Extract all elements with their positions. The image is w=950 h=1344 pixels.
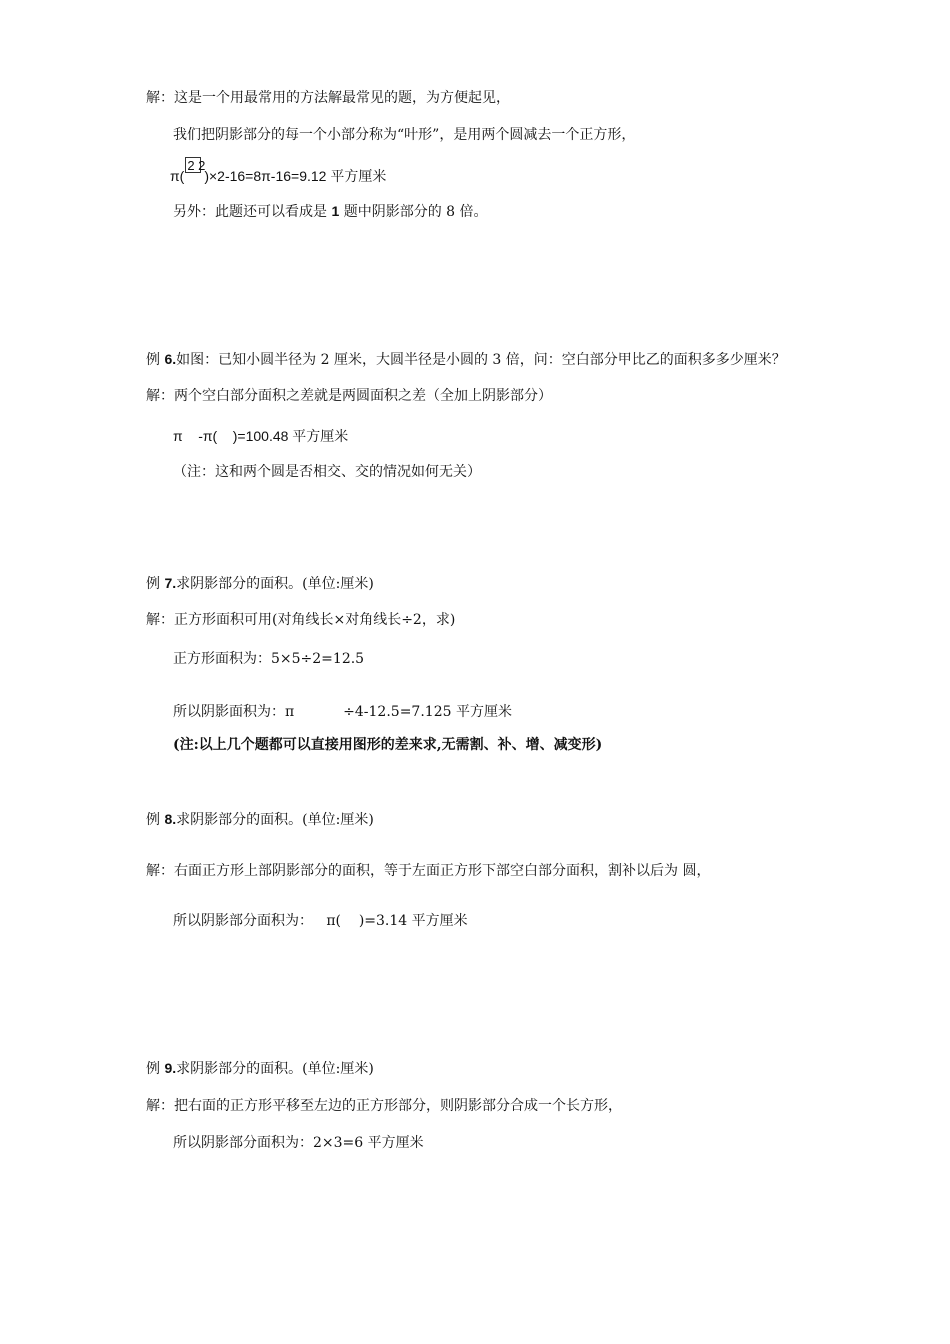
solution-note: [173, 202, 488, 221]
example-label: 例: [146, 352, 165, 368]
question-text: 如图：已知小圆半径为 2 厘米，大圆半径是小圆的 3 倍，问：空白部分甲比乙的面积多多少厘米？: [176, 352, 786, 368]
example-label: 例: [146, 576, 165, 592]
fraction-value: 2 2: [187, 158, 206, 173]
question-text: 求阴影部分的面积。(单位:厘米): [176, 576, 374, 592]
formula-leaf-area: [170, 158, 387, 185]
example-9-formula: 所以阴影部分面积为：2×3=6 平方厘米: [173, 1135, 424, 1151]
fraction-box: [185, 158, 206, 183]
example-label: 例: [146, 1061, 165, 1077]
example-6-note: （注：这和两个圆是否相交、交的情况如何无关）: [173, 464, 481, 480]
solution-intro: 解：这是一个用最常用的方法解最常见的题，为方便起见，: [146, 90, 510, 106]
question-text: 求阴影部分的面积。(单位:厘米): [176, 1061, 374, 1077]
example-8-solution: 解：右面正方形上部阴影部分的面积，等于左面正方形下部空白部分面积，割补以后为 圆，: [146, 863, 711, 879]
example-8-question: [146, 810, 374, 829]
example-6-solution: 解：两个空白部分面积之差就是两圆面积之差（全加上阴影部分）: [146, 388, 552, 404]
example-7-shaded-area: 所以阴影面积为：π ÷4-12.5=7.125 平方厘米: [173, 704, 512, 720]
example-number: 6.: [164, 351, 177, 367]
example-7-question: [146, 574, 374, 593]
example-7-square-area: 正方形面积为：5×5÷2=12.5: [173, 651, 365, 667]
example-6-question: [146, 350, 786, 369]
example-number: 8.: [164, 811, 177, 827]
example-6-formula: π -π( )=100.48 平方厘米: [173, 428, 349, 444]
note-bold-number: 1: [331, 203, 340, 219]
example-8-formula: 所以阴影部分面积为： π( )=3.14 平方厘米: [173, 913, 468, 929]
example-9-question: [146, 1059, 374, 1078]
example-label: 例: [146, 812, 165, 828]
example-7-note: (注:以上几个题都可以直接用图形的差来求,无需割、补、增、减变形): [173, 737, 603, 753]
note-pre: 另外：此题还可以看成是: [173, 204, 332, 220]
solution-line-leaf: 我们把阴影部分的每一个小部分称为“叶形”，是用两个圆减去一个正方形，: [173, 127, 636, 143]
formula-pi-open: π(: [170, 168, 185, 184]
example-number: 7.: [164, 575, 177, 591]
example-9-solution: 解：把右面的正方形平移至左边的正方形部分，则阴影部分合成一个长方形，: [146, 1098, 622, 1114]
formula-rest: )×2-16=8π-16=9.12 平方厘米: [204, 168, 387, 184]
example-number: 9.: [164, 1060, 177, 1076]
question-text: 求阴影部分的面积。(单位:厘米): [176, 812, 374, 828]
note-post: 题中阴影部分的 8 倍。: [339, 204, 488, 220]
example-7-solution: 解：正方形面积可用(对角线长×对角线长÷2，求): [146, 612, 456, 628]
